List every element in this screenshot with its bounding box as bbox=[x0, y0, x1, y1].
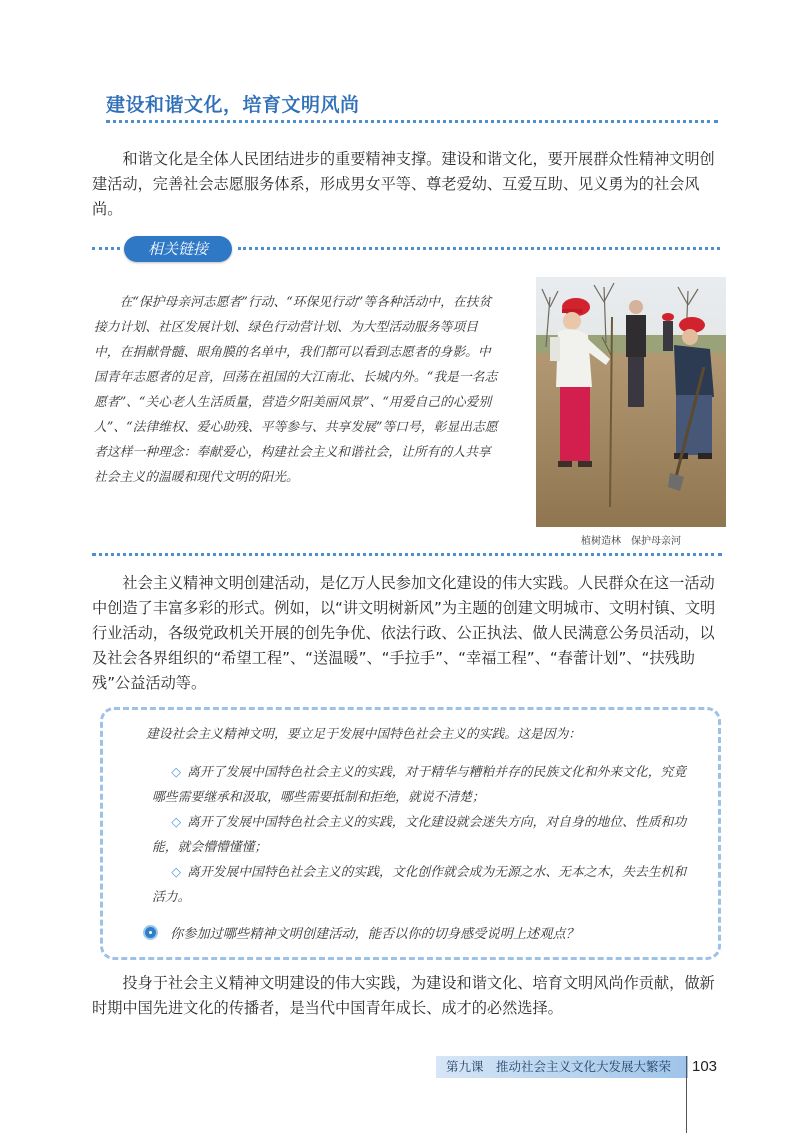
footer-lesson-title: 第九课 推动社会主义文化大发展大繁荣 bbox=[436, 1056, 688, 1078]
discussion-question-text: 你参加过哪些精神文明创建活动，能否以你的切身感受说明上述观点？ bbox=[170, 927, 579, 942]
discussion-box-list bbox=[152, 760, 692, 910]
related-link-bottom-divider bbox=[92, 553, 722, 556]
discussion-box-item-text: 离开了发展中国特色社会主义的实践，文化建设就会迷失方向，对自身的地位、性质和功能，就会懵懵懂懂； bbox=[152, 815, 687, 855]
discussion-box-item-text: 离开发展中国特色社会主义的实践，文化创作就会成为无源之水、无本之木，失去生机和活力。 bbox=[152, 865, 687, 905]
tree-planting-photo bbox=[536, 277, 726, 527]
question-bubble-icon bbox=[143, 925, 158, 940]
section-title: 建设和谐文化，培育文明风尚 bbox=[106, 94, 360, 116]
hollow-diamond-icon: ◇ bbox=[171, 815, 182, 830]
discussion-box-item bbox=[152, 860, 692, 910]
related-link-divider-right bbox=[238, 247, 720, 250]
main-paragraph-text: 社会主义精神文明创建活动，是亿万人民参加文化建设的伟大实践。人民群众在这一活动中创造了丰富多彩的形式。例如，以“讲文明树新风”为主题的创建文明城市、文明村镇、文明行业活动，各级党政机关开展的创先争优、依法行政、公正执法、做人民满意公务员活动，以及社会各界组织的“希望工程”、“送温暖”、“手拉手”、“幸福工程”、“春蕾计划”、“扶残助残”公益活动等。 bbox=[92, 574, 716, 692]
conclusion-paragraph-text: 投身于社会主义精神文明建设的伟大实践，为建设和谐文化、培育文明风尚作贡献，做新时期中国先进文化的传播者，是当代中国青年成长、成才的必然选择。 bbox=[92, 974, 715, 1017]
intro-paragraph-text: 和谐文化是全体人民团结进步的重要精神支撑。建设和谐文化，要开展群众性精神文明创建活动，完善社会志愿服务体系，形成男女平等、尊老爱幼、互爱互助、见义勇为的社会风尚。 bbox=[92, 150, 715, 218]
related-link-label: 相关链接 bbox=[124, 236, 232, 262]
footer-vertical-rule bbox=[686, 1056, 687, 1133]
section-title-divider bbox=[106, 120, 718, 123]
related-link-text: 在“保护母亲河志愿者”行动、“环保见行动”等各种活动中，在扶贫接力计划、社区发展计划、绿色行动营计划、为大型活动服务等项目中，在捐献骨髓、眼角膜的名单中，我们都可以看到志愿者的身影。中国青年志愿者的足音，回荡在祖国的大江南北、长城内外。“我是一名志愿者”、“关心老人生活质量，营造夕阳美丽风景”、“用爱自己的心爱别人”、“法律维权、爱心助残、平等参与、共享发展”等口号，彰显出志愿者这样一种理念：奉献爱心，构建社会主义和谐社会，让所有的人共享社会主义的温暖和现代文明的阳光。 bbox=[94, 295, 498, 485]
intro-paragraph bbox=[92, 147, 722, 222]
discussion-box-intro: 建设社会主义精神文明，要立足于发展中国特色社会主义的实践。这是因为： bbox=[146, 727, 582, 742]
page-number: 103 bbox=[692, 1058, 718, 1075]
photo-caption: 植树造林 保护母亲河 bbox=[581, 536, 681, 547]
tree-planting-illustration bbox=[536, 277, 726, 527]
discussion-box-item-text: 离开了发展中国特色社会主义的实践，对于精华与糟粕并存的民族文化和外来文化，究竟哪些需要继承和汲取，哪些需要抵制和拒绝，就说不清楚； bbox=[152, 765, 687, 805]
hollow-diamond-icon: ◇ bbox=[171, 765, 182, 780]
discussion-box-item bbox=[152, 760, 692, 810]
main-paragraph bbox=[92, 571, 722, 696]
discussion-question bbox=[143, 924, 703, 946]
hollow-diamond-icon: ◇ bbox=[171, 865, 182, 880]
discussion-box-item bbox=[152, 810, 692, 860]
related-link-divider-left bbox=[92, 247, 120, 250]
conclusion-paragraph bbox=[92, 971, 722, 1021]
